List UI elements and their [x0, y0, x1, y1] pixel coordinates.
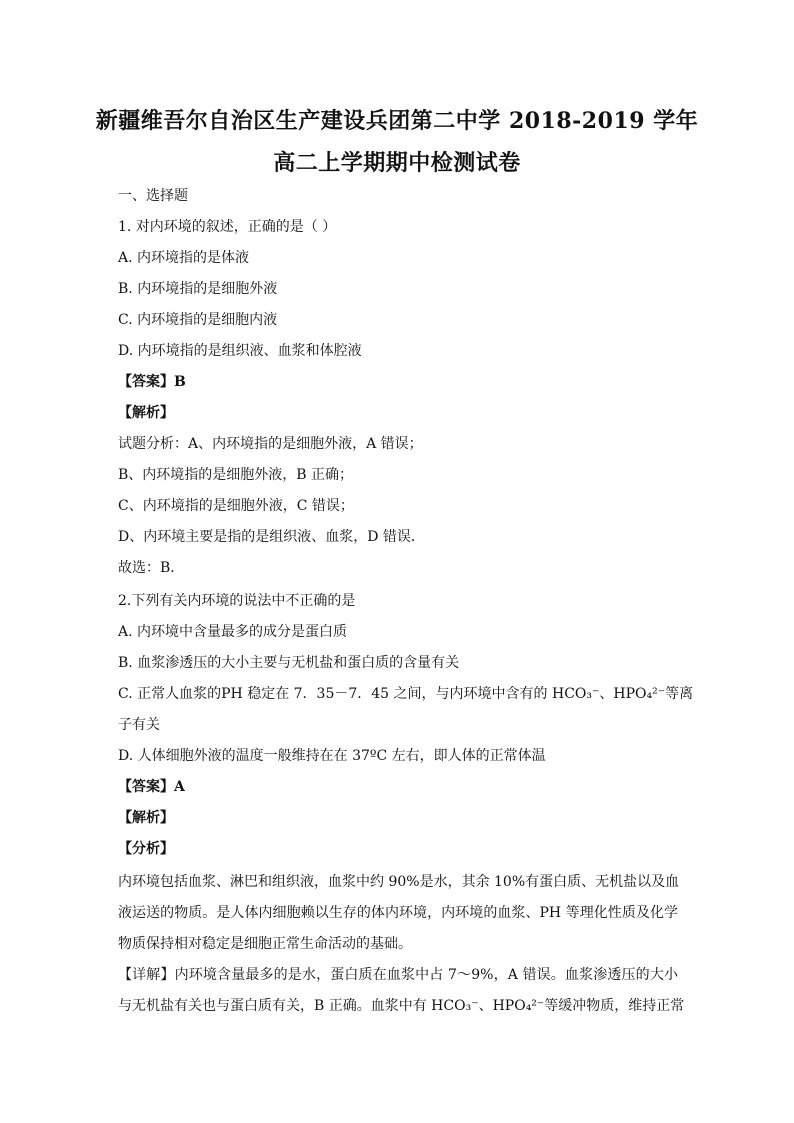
q1-option-c: C. 内环境指的是细胞内液 — [118, 312, 278, 328]
q1-analysis-line-1: 试题分析：A、内环境指的是细胞外液，A 错误； — [118, 436, 423, 452]
q1-answer: 【答案】B — [118, 374, 186, 390]
q2-fenxi-line-1: 内环境包括血浆、淋巴和组织液，血浆中约 90%是水，其余 10%有蛋白质、无机盐以及血 — [118, 874, 680, 890]
document-title-line-2: 高二上学期期中检测试卷 — [273, 150, 521, 176]
q2-fenxi-line-2: 液运送的物质。是人体内细胞赖以生存的体内环境，内环境的血浆、PH 等理化性质及化学 — [118, 905, 678, 921]
q2-stem: 2.下列有关内环境的说法中不正确的是 — [118, 593, 356, 609]
q2-option-d: D. 人体细胞外液的温度一般维持在在 37ºC 左右，即人体的正常体温 — [118, 748, 546, 764]
q1-option-d: D. 内环境指的是组织液、血浆和体腔液 — [118, 343, 362, 359]
q1-option-a: A. 内环境指的是体液 — [118, 250, 250, 266]
q2-fenxi-heading: 【分析】 — [118, 841, 174, 857]
q1-stem: 1. 对内环境的叙述，正确的是（ ） — [118, 219, 337, 235]
document-title-line-1: 新疆维吾尔自治区生产建设兵团第二中学 2018-2019 学年 — [95, 108, 699, 134]
q1-analysis-line-4: D、内环境主要是指的是组织液、血浆，D 错误． — [118, 529, 425, 545]
q2-option-b: B. 血浆渗透压的大小主要与无机盐和蛋白质的含量有关 — [118, 655, 460, 671]
q1-analysis-heading: 【解析】 — [118, 405, 174, 421]
q2-detail-line-2: 与无机盐有关也与蛋白质有关，B 正确。血浆中有 HCO₃⁻、HPO₄²⁻等缓冲物质，维持正常 — [118, 998, 685, 1014]
q2-option-c-line-2: 子有关 — [118, 717, 160, 733]
q2-option-a: A. 内环境中含量最多的成分是蛋白质 — [118, 624, 348, 640]
q1-analysis-line-2: B、内环境指的是细胞外液，B 正确； — [118, 467, 354, 483]
q2-detail-line-1: 【详解】内环境含量最多的是水，蛋白质在血浆中占 7～9%，A 错误。血浆渗透压的大小 — [118, 967, 678, 983]
q1-option-b: B. 内环境指的是细胞外液 — [118, 281, 278, 297]
q2-fenxi-line-3: 物质保持相对稳定是细胞正常生命活动的基础。 — [118, 936, 412, 952]
q2-answer: 【答案】A — [118, 779, 185, 795]
q1-conclusion: 故选：B． — [118, 560, 185, 576]
q2-option-c-line-1: C. 正常人血浆的PH 稳定在 7．35－7．45 之间，与内环境中含有的 HCO₃⁻、HPO₄²⁻等离 — [118, 686, 694, 702]
q1-analysis-line-3: C、内环境指的是细胞外液，C 错误； — [118, 498, 354, 514]
section-heading: 一、选择题 — [118, 188, 188, 204]
q2-analysis-heading: 【解析】 — [118, 810, 174, 826]
